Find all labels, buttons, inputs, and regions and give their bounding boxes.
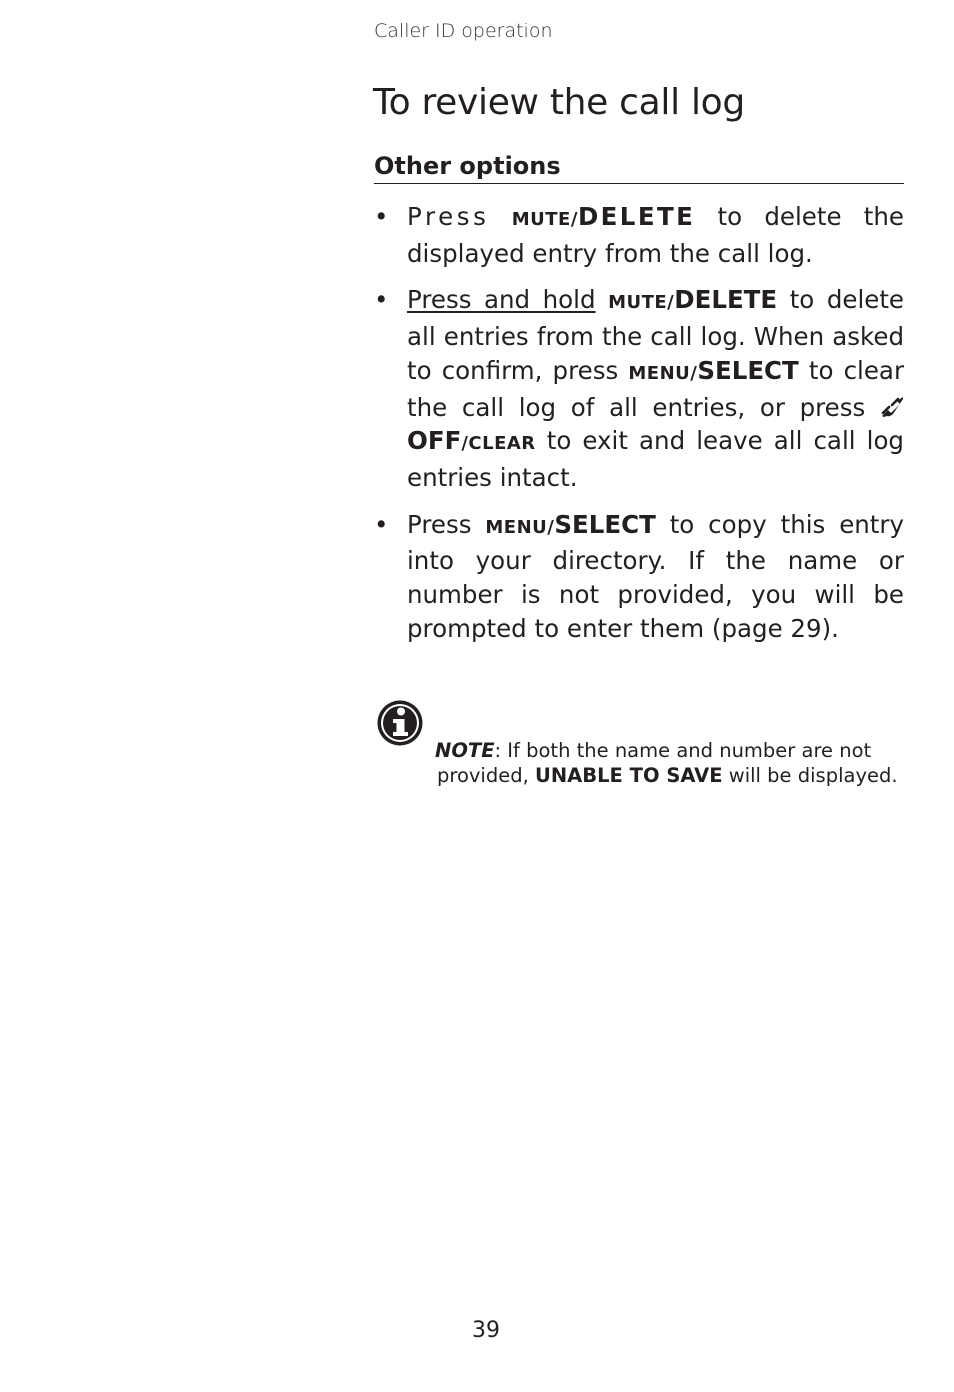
info-icon: [376, 699, 424, 747]
note-line2-start: provided,: [437, 764, 529, 787]
press-text: Press: [407, 509, 472, 539]
note-text: [435, 738, 907, 788]
section-heading: Other options: [374, 152, 904, 184]
press-text: Press: [407, 202, 490, 231]
key-delete: DELETE: [577, 202, 696, 231]
key-select: SELECT: [697, 355, 799, 385]
list-item-delete-entry: [374, 200, 904, 270]
press-and-hold-text: Press and hold: [407, 285, 596, 315]
note-line2-end: will be displayed.: [728, 764, 898, 787]
key-menu-prefix: MENU/: [628, 362, 698, 384]
key-select: SELECT: [554, 509, 656, 539]
options-list: [374, 200, 904, 658]
item-text: to delete all entries from the call log. When asked to confirm, press: [407, 285, 905, 385]
item-text: to exit and leave all call log entries intact.: [407, 426, 904, 492]
key-menu-prefix: MENU/: [485, 516, 555, 538]
note-line1: : If both the name and number are not: [494, 739, 872, 762]
note-line2: [435, 763, 907, 788]
list-item-copy-entry: [374, 508, 904, 646]
key-off: OFF: [407, 426, 462, 456]
phone-off-icon: [880, 396, 904, 418]
key-mute-prefix: MUTE/: [608, 292, 675, 314]
item-text: to clear the call log of all entries, or press: [407, 355, 905, 422]
note-message: UNABLE TO SAVE: [535, 764, 723, 787]
list-item-delete-all: [374, 283, 904, 494]
key-mute-prefix: MUTE/: [511, 209, 578, 230]
page-number: 39: [472, 1318, 500, 1343]
key-delete: DELETE: [674, 285, 778, 315]
note-label: NOTE: [435, 739, 495, 762]
item-text: to copy this entry into your directory. If the name or number is not provided, you will be prompted to enter them (page 29).: [407, 509, 904, 643]
key-clear-suffix: /CLEAR: [461, 433, 536, 455]
running-head: Caller ID operation: [374, 20, 553, 42]
page-title: To review the call log: [373, 82, 745, 123]
item-text: to delete the displayed entry from the call log.: [407, 202, 904, 268]
